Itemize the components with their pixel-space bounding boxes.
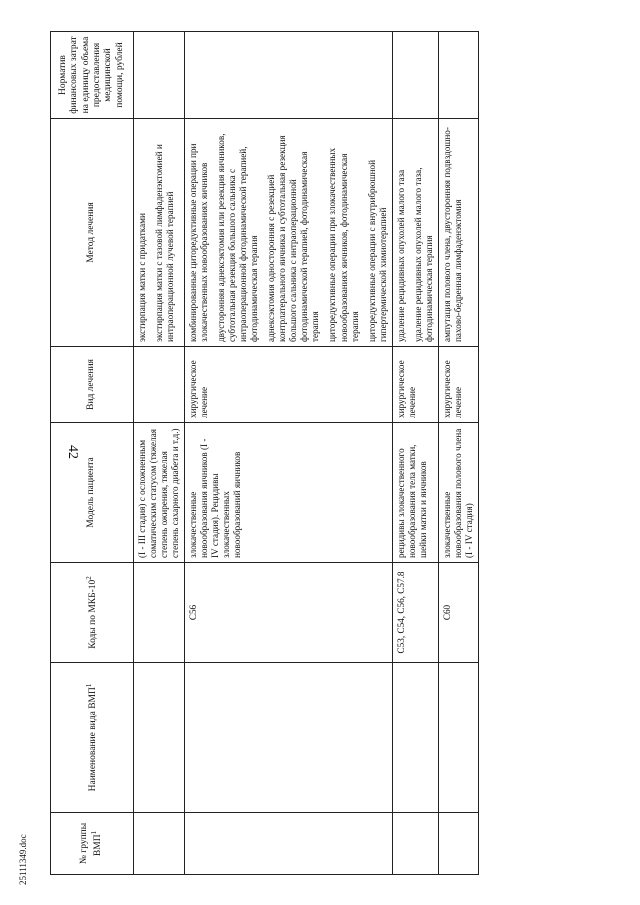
cell-vmp <box>185 663 393 813</box>
method-item: циторедуктивные операции при злокачественных новообразованиях яичников, фотодинамическая терапия <box>327 147 360 342</box>
cell-type: хирургическое лечение <box>438 347 478 423</box>
cell-model: (I - III стадия) с осложненным соматическим статусом (тяжелая степень ожирения, тяжелая степень сахарного диабета и т.д.) <box>134 423 185 563</box>
method-item: циторедуктивные операции с внутрибрюшной гипертермической химиотерапией <box>366 159 388 342</box>
cell-model: рецидивы злокачественного новообразования тела матки, шейки матки и яичников <box>392 423 438 563</box>
method-item: удаление рецидивных опухолей малого таза, фотодинамическая терапия <box>412 167 434 342</box>
header-treatment-type: Вид лечения <box>51 347 134 423</box>
cell-methods <box>134 119 185 347</box>
method-item: аднексэктомия односторонняя с резекцией контрлатерального яичника и субтотальная резекция большого сальника с интраоперационной фотодинамической терапией, фотодинамическая терапия <box>266 135 321 342</box>
method-item: комбинированные циторедуктивные операции при злокачественных новообразованиях яичников <box>188 143 210 342</box>
table-header-row <box>51 32 134 875</box>
cell-methods <box>438 119 478 347</box>
cell-group <box>392 813 438 875</box>
method-item: ампутация полового члена, двусторонняя подвздошно-пахово-бедренная лимфаденэктомия <box>441 127 463 342</box>
cell-type <box>134 347 185 423</box>
cell-model: злокачественные новообразования яичников (I - IV стадия). Рецидивы злокачественных новообразований яичников <box>185 423 393 563</box>
table-row <box>392 32 438 875</box>
header-icd-codes: Коды по МКБ-$10^2$ <box>51 563 134 663</box>
table-row <box>438 32 478 875</box>
header-group: № группы ВМП$^1$ <box>51 813 134 875</box>
cell-norm <box>392 32 438 119</box>
header-vmp-name: Наименование вида ВМП$^1$ <box>51 663 134 813</box>
cell-vmp <box>438 663 478 813</box>
cell-group <box>438 813 478 875</box>
vmp-table <box>50 31 479 875</box>
cell-code: C53, C54, C56, C57.8 <box>392 563 438 663</box>
cell-norm <box>438 32 478 119</box>
table-row <box>134 32 185 875</box>
cell-type: хирургическое лечение <box>185 347 393 423</box>
rotated-table-container <box>50 32 640 875</box>
page-number: 42 <box>65 445 80 459</box>
method-item: экстирпация матки с придатками <box>137 213 147 342</box>
cell-norm <box>185 32 393 119</box>
cell-norm <box>134 32 185 119</box>
method-item: двусторонняя аднексэктомия или резекция яичников, субтотальная резекция большого сальника с интраоперационной фотодинамической терапией, фотодинамическая терапия <box>216 133 260 342</box>
cell-code: C56 <box>185 563 393 663</box>
header-norm: Норматив финансовых затрат на единицу объема предоставления медицинской помощи, рублей <box>51 32 134 119</box>
cell-code: C60 <box>438 563 478 663</box>
method-item: удаление рецидивных опухолей малого таза <box>395 169 406 342</box>
header-treatment-method: Метод лечения <box>51 119 134 347</box>
cell-group <box>185 813 393 875</box>
cell-methods <box>185 119 393 347</box>
cell-model: злокачественные новообразования полового члена (I - IV стадия) <box>438 423 478 563</box>
cell-vmp <box>392 663 438 813</box>
cell-vmp <box>134 663 185 813</box>
cell-type: хирургическое лечение <box>392 347 438 423</box>
header-patient-model: Модель пациента <box>51 423 134 563</box>
footer-file-code: 25111349.doc <box>18 834 28 885</box>
cell-methods <box>392 119 438 347</box>
method-item: экстирпация матки с тазовой лимфаденэктомией и интраоперационной лучевой терапией <box>154 144 176 342</box>
cell-code <box>134 563 185 663</box>
table-row <box>185 32 393 875</box>
cell-group <box>134 813 185 875</box>
